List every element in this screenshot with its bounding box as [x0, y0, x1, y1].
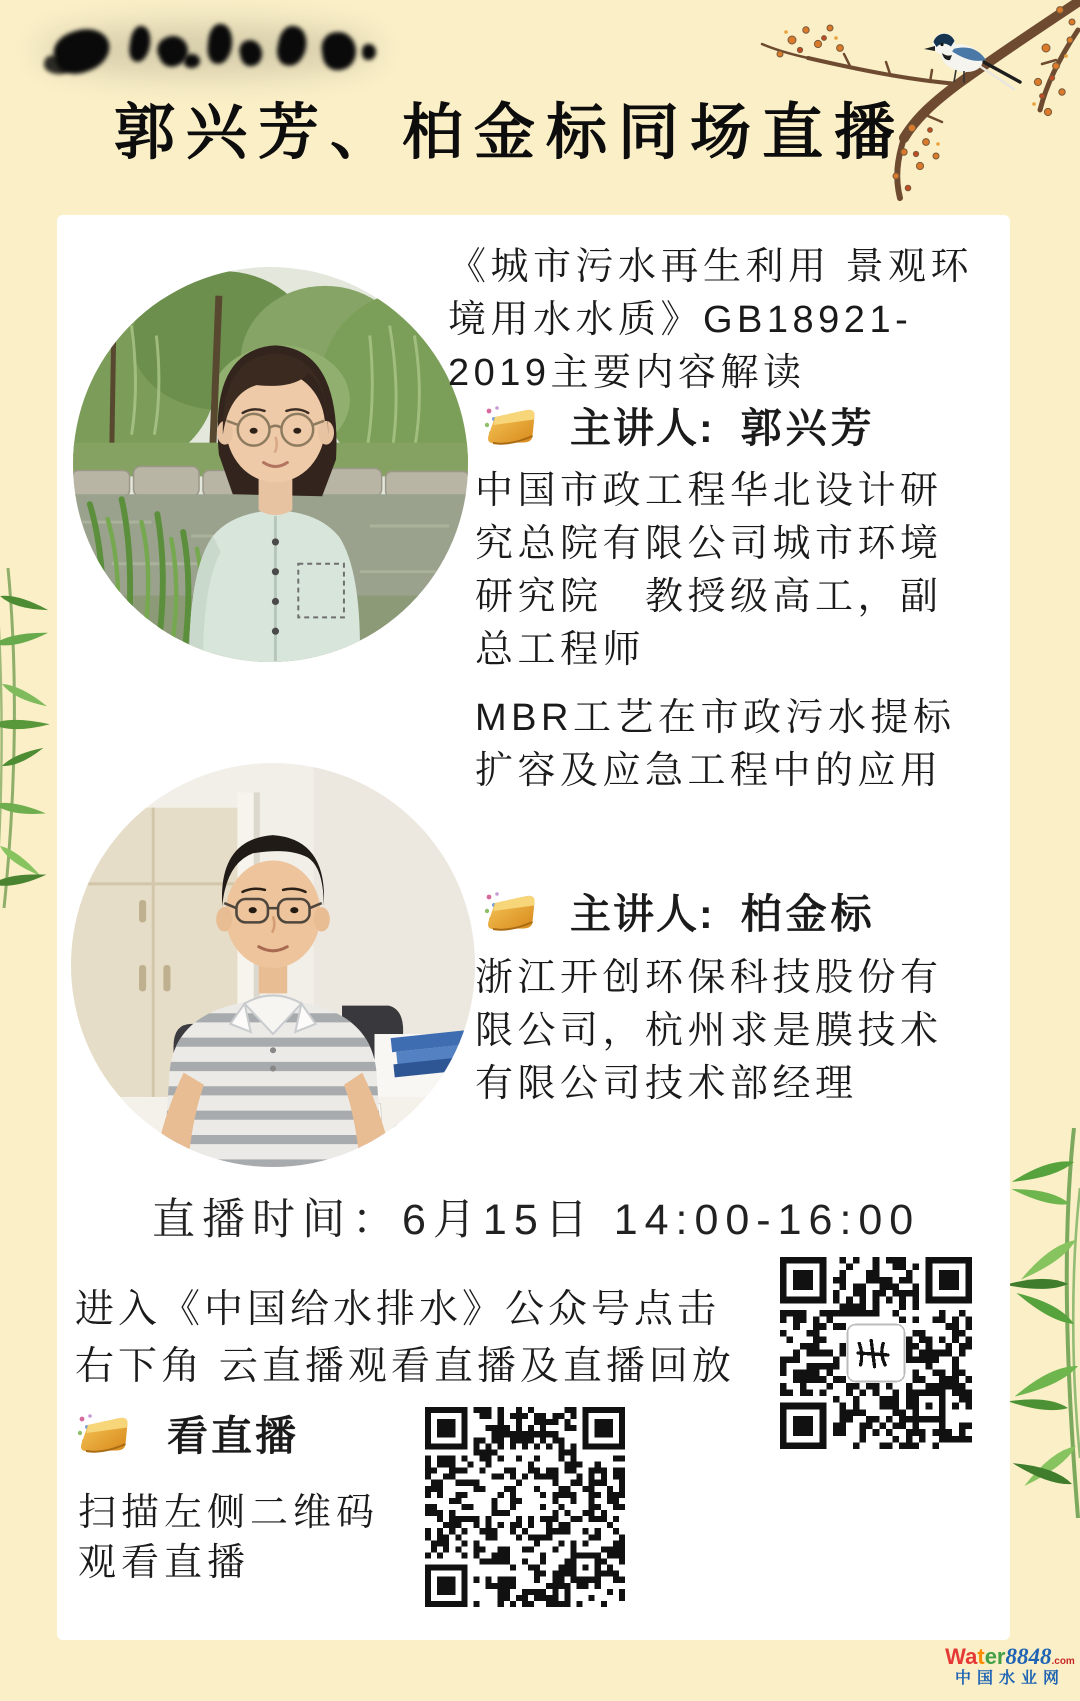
qr-code-live-stream [425, 1407, 625, 1607]
presenter-name: 柏金标 [740, 891, 876, 937]
gold-folder-icon [75, 1410, 131, 1456]
topic-line: 扩容及应急工程中的应用 [475, 750, 943, 792]
watch-live-label: 看直播 [167, 1413, 299, 1459]
speaker-bio-2 [475, 952, 943, 1111]
bio-line: 浙江开创环保科技股份有 [475, 957, 943, 999]
gold-folder-icon [482, 402, 538, 448]
bio-line: 限公司，杭州求是膜技术 [475, 1010, 943, 1052]
bio-line: 总工程师 [475, 629, 646, 671]
speaker-photo-bai-jinbiao [70, 762, 476, 1168]
bio-line: 中国市政工程华北设计研 [475, 470, 943, 512]
bio-line: 研究院 教授级高工，副 [475, 576, 943, 618]
qr-code-official-account [780, 1257, 972, 1449]
lecture-topic-1 [448, 241, 973, 400]
entry-line: 右下角 云直播观看直播及直播回放 [75, 1345, 735, 1388]
bio-line: 究总院有限公司城市环境 [475, 523, 943, 565]
entry-line: 进入《中国给水排水》公众号点击 [75, 1288, 721, 1331]
topic-line: MBR工艺在市政污水提标 [475, 697, 956, 739]
scan-line: 观看直播 [78, 1542, 251, 1584]
lecture-topic-2 [475, 692, 955, 798]
bamboo-leaves-right [1002, 1128, 1080, 1548]
topic-line: 2019主要内容解读 [448, 352, 806, 394]
bio-line: 有限公司技术部经理 [475, 1063, 858, 1105]
scan-line: 扫描左侧二维码 [78, 1492, 380, 1534]
presenter-row-1 [482, 395, 876, 454]
topic-line: 《城市污水再生利用 景观环 [448, 246, 974, 288]
water8848-wordmark: Water8848.com [945, 1644, 1075, 1669]
speaker-bio-1 [475, 465, 943, 677]
topic-line: 境用水水质》GB18921- [448, 299, 913, 341]
watch-live-row [75, 1403, 299, 1462]
presenter-label: 主讲人: [570, 891, 715, 937]
broadcast-time: 直播时间：6月15日 14:00-16:00 [152, 1196, 921, 1244]
ink-signature-smudge [38, 14, 388, 88]
presenter-row-2 [482, 881, 876, 940]
water8848-tagline: 中国水业网 [954, 1670, 1065, 1688]
presenter-name: 郭兴芳 [740, 405, 876, 451]
content-card [57, 215, 1010, 1640]
speaker-photo-guo-xingfang [72, 266, 469, 663]
presenter-label: 主讲人: [570, 405, 715, 451]
water8848-logo [942, 1645, 1078, 1688]
gold-folder-icon [482, 888, 538, 934]
page-title: 郭兴芳、柏金标同场直播 [113, 100, 906, 167]
entry-instructions [75, 1281, 735, 1395]
scan-instructions [78, 1488, 379, 1588]
